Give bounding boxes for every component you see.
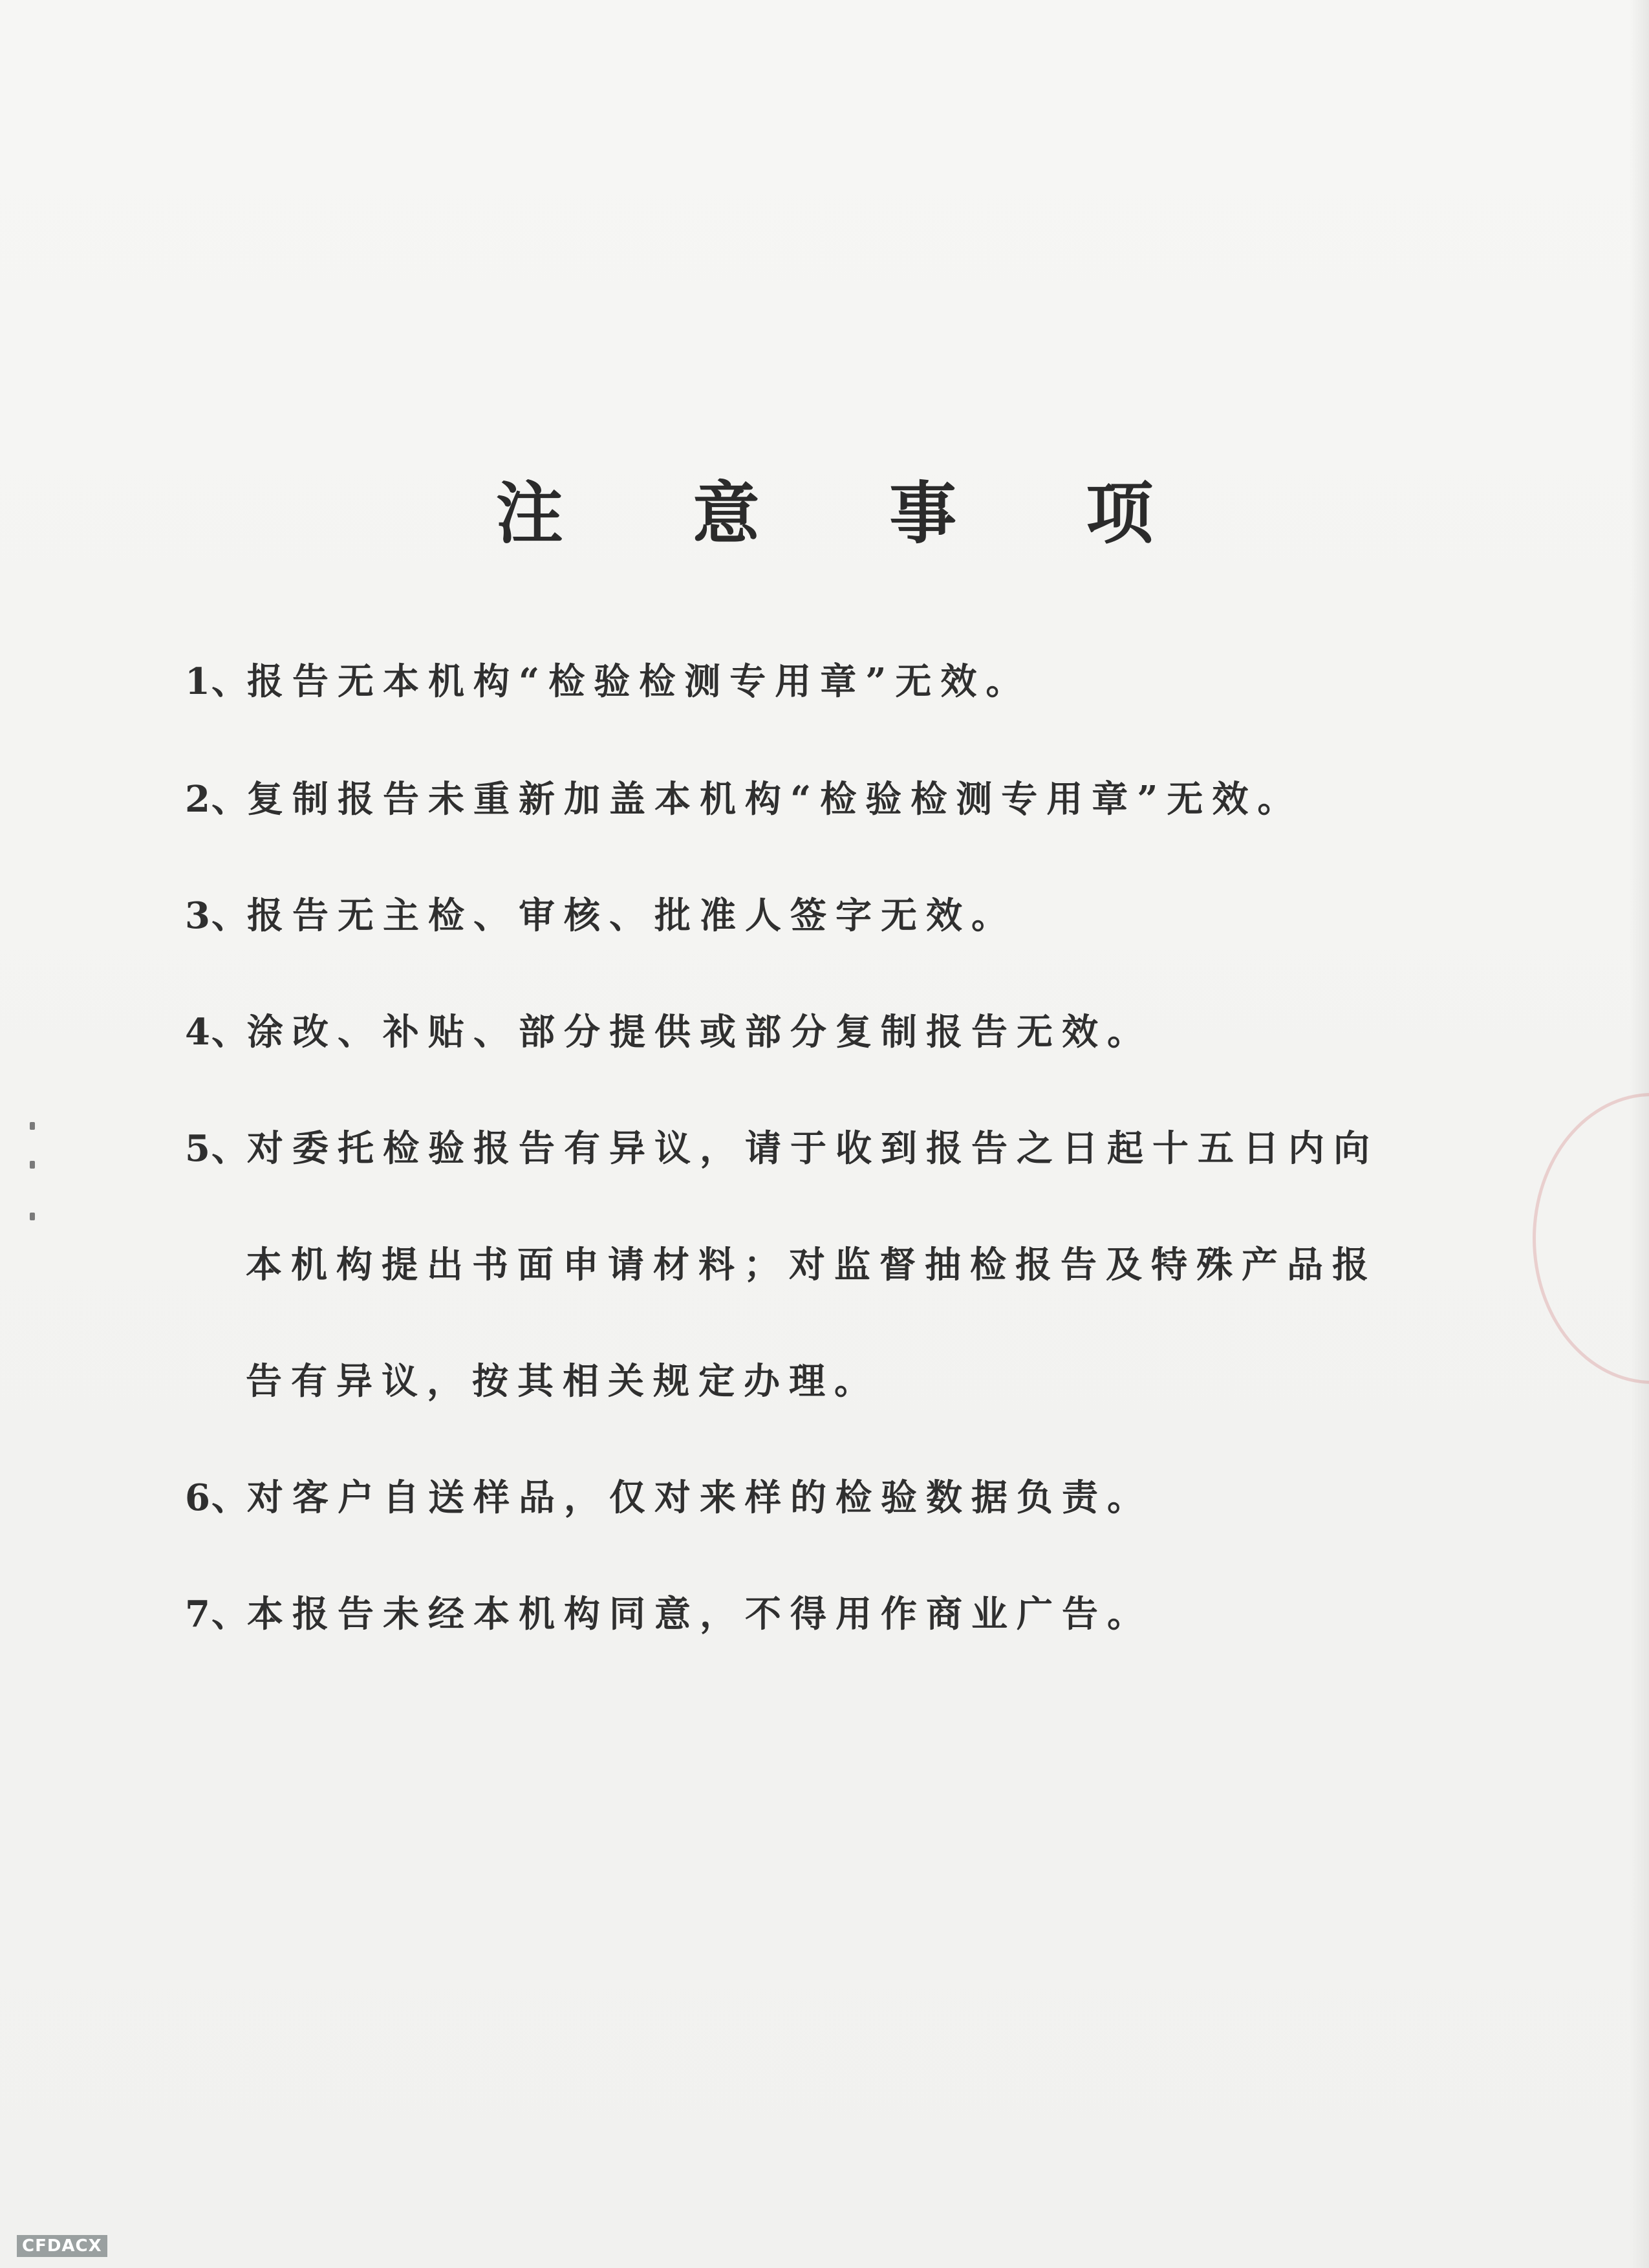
item-number: 7、 xyxy=(185,1593,249,1636)
binding-mark xyxy=(30,1122,35,1130)
item-number: 5、 xyxy=(185,1127,249,1170)
watermark-label: CFDACX xyxy=(17,2235,107,2257)
item-number: 6、 xyxy=(185,1476,249,1519)
item-number: 4、 xyxy=(185,1011,249,1053)
item-number: 3、 xyxy=(185,894,249,937)
notice-item-1 xyxy=(185,653,1031,705)
item-text: 对客户自送样品，仅对来样的检验数据负责。 xyxy=(247,1476,1152,1519)
notice-item-5-line-3: 告有异议，按其相关规定办理。 xyxy=(246,1360,879,1403)
binding-mark xyxy=(30,1161,35,1169)
binding-mark xyxy=(30,1213,35,1220)
item-text: 对委托检验报告有异议，请于收到报告之日起十五日内向 xyxy=(247,1127,1379,1170)
notice-item-2 xyxy=(185,771,1302,823)
notice-item-3 xyxy=(185,887,1017,939)
notice-item-7 xyxy=(185,1586,1152,1637)
item-number: 1、 xyxy=(185,660,249,703)
item-text: 本报告未经本机构同意，不得用作商业广告。 xyxy=(247,1593,1152,1636)
page-title: 注 意 事 项 xyxy=(495,473,1207,553)
notice-item-5-line-2: 本机构提出书面申请材料；对监督抽检报告及特殊产品报 xyxy=(246,1244,1377,1286)
notice-item-6 xyxy=(185,1469,1152,1521)
item-text: 报告无本机构“检验检测专用章”无效。 xyxy=(247,660,1031,703)
item-text: 涂改、补贴、部分提供或部分复制报告无效。 xyxy=(247,1011,1152,1053)
item-number: 2、 xyxy=(185,778,249,821)
notice-item-4 xyxy=(185,1004,1152,1055)
item-text: 报告无主检、审核、批准人签字无效。 xyxy=(247,894,1017,937)
red-stamp-bleed-through xyxy=(1533,1093,1649,1384)
item-text: 复制报告未重新加盖本机构“检验检测专用章”无效。 xyxy=(247,778,1303,821)
notice-item-5 xyxy=(185,1120,1379,1172)
